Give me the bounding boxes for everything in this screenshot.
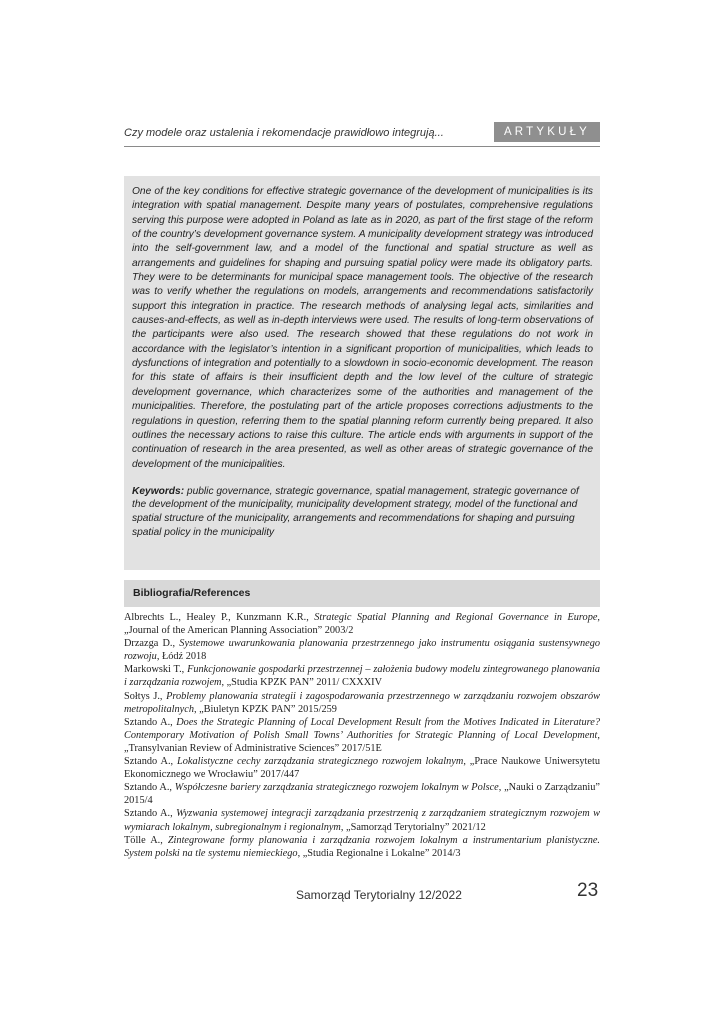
page-number: 23 — [577, 880, 599, 901]
reference-item — [124, 663, 600, 689]
journal-footer: Samorząd Terytorialny 12/2022 — [296, 888, 462, 902]
reference-title: Wyzwania systemowej integracji zarządzania przestrzenią z zarządzaniem strategicznym rozwojem w wymiarach lokalnym, subregionalnym i regionalnym — [124, 808, 601, 833]
reference-title: Funkcjonowanie gospodarki przestrzennej – założenia budowy modelu zintegrowanego planowania i zarządzania rozwojem — [124, 664, 600, 689]
reference-source: , „Nauki o Zarządzaniu” 2015/4 — [124, 782, 600, 807]
running-header — [124, 122, 600, 148]
reference-source: , „Transylvanian Review of Administrative Sciences” 2017/51E — [124, 729, 600, 754]
reference-author: Sołtys J., — [124, 690, 167, 702]
reference-author: Markowski T., — [124, 664, 188, 676]
reference-title: Współczesne bariery zarządzania strategicznego rozwojem lokalnym w Polsce — [174, 782, 499, 794]
section-tag: ARTYKUŁY — [494, 122, 600, 142]
reference-author: Sztando A., — [124, 808, 177, 820]
reference-author: Tölle A., — [124, 834, 168, 846]
keywords-text: public governance, strategic governance, spatial management, strategic governance of the development of the municipality, municipality development strategy, model of the functional and spatial structure of the municipality, arrangements and recommendations for shaping and pursuing spatial policy in the municipality — [132, 485, 579, 538]
reference-item — [124, 834, 600, 860]
reference-author: Albrechts L., Healey P., Kunzmann K.R., — [124, 612, 315, 623]
keywords-label: Keywords: — [132, 485, 185, 497]
reference-item — [124, 807, 600, 833]
reference-item — [124, 690, 600, 716]
keywords — [132, 485, 593, 539]
reference-item — [124, 637, 600, 663]
reference-source: , Łódź 2018 — [156, 651, 207, 663]
references-heading: Bibliografia/References — [124, 580, 600, 607]
reference-title: Problemy planowania strategii i zagospodarowania przestrzennego w zarządzaniu rozwojem obszarów metropolitalnych — [124, 690, 600, 715]
reference-item — [124, 716, 600, 755]
reference-title: Lokalistyczne cechy zarządzania strategicznego rozwojem lokalnym — [177, 756, 464, 768]
reference-title: Does the Strategic Planning of Local Development Result from the Motives Indicated in Literature? Contemporary Motivation of Polish Small Towns’ Authorities for Strategic Planning of Local Development — [124, 716, 600, 741]
header-divider — [124, 146, 600, 147]
reference-source: , „Samorząd Terytorialny” 2021/12 — [340, 821, 486, 833]
reference-list — [124, 611, 600, 860]
reference-author: Sztando A., — [124, 756, 178, 768]
reference-source: , „Biuletyn KPZK PAN” 2015/259 — [193, 703, 337, 715]
reference-item — [124, 781, 600, 807]
reference-author: Drzazga D., — [124, 638, 180, 650]
reference-title: Systemowe uwarunkowania planowania przestrzennego jako instrumentu osiągania sustensywnego rozwoju — [124, 638, 600, 663]
reference-source: , „Studia KPZK PAN” 2011/ CXXXIV — [221, 677, 383, 689]
reference-source: , „Prace Naukowe Uniwersytetu Ekonomicznego we Wrocławiu” 2017/447 — [124, 756, 600, 781]
reference-author: Sztando A., — [124, 782, 175, 794]
reference-title: Strategic Spatial Planning and Regional Governance in Europe — [314, 612, 598, 623]
reference-source: , „Journal of the American Planning Association” 2003/2 — [124, 612, 600, 637]
abstract-text: One of the key conditions for effective strategic governance of the development of municipalities is its integration with spatial management. Despite many years of postulates, comprehensive regulations serving this purpose were adopted in Poland as late as in 2020, as part of the first stage of the reform of the country’s development governance system. A municipality development strategy was introduced into the self-government law, and a model of the functional and spatial structure as well as arrangements and guidelines for shaping and pursuing spatial policy were made its obligatory parts. They were to be determinants for municipal space management tools. The objective of the research was to verify whether the regulations on models, arrangements and recommendations satisfactorily support this integration in practice. The research methods of analysing legal acts, similarities and causes-and-effects, as well as in-depth interviews were used. The results of long-term observations of the participants were also used. The research showed that these regulations do not work in accordance with the legislator’s intention in a significant proportion of municipalities, which leads to dysfunctions of integration and potentially to a slowdown in socio-economic development. The reason for this state of affairs is their insufficient depth and the low level of the culture of strategic development governance, which characterizes some of the authorities and management of the municipalities. Therefore, the postulating part of the article proposes corrections adjustments to the regulations in question, referring them to the spatial planning reform currently being prepared. It also outlines the necessary actions to raise this culture. The article ends with arguments in support of the continuation of research in the area presented, as well as other areas of strategic governance of the development of the municipalities. — [132, 186, 593, 470]
reference-author: Sztando A., — [124, 716, 177, 728]
reference-source: , „Studia Regionalne i Lokalne” 2014/3 — [297, 847, 461, 859]
abstract-box — [124, 176, 600, 570]
running-title: Czy modele oraz ustalenia i rekomendacje prawidłowo integrują... — [124, 127, 444, 139]
reference-item — [124, 611, 600, 637]
reference-title: Zintegrowane formy planowania i zarządzania rozwojem lokalnym a instrumentarium planistyczne. System polski na tle systemu niemieckiego — [124, 834, 600, 859]
reference-item — [124, 755, 600, 781]
